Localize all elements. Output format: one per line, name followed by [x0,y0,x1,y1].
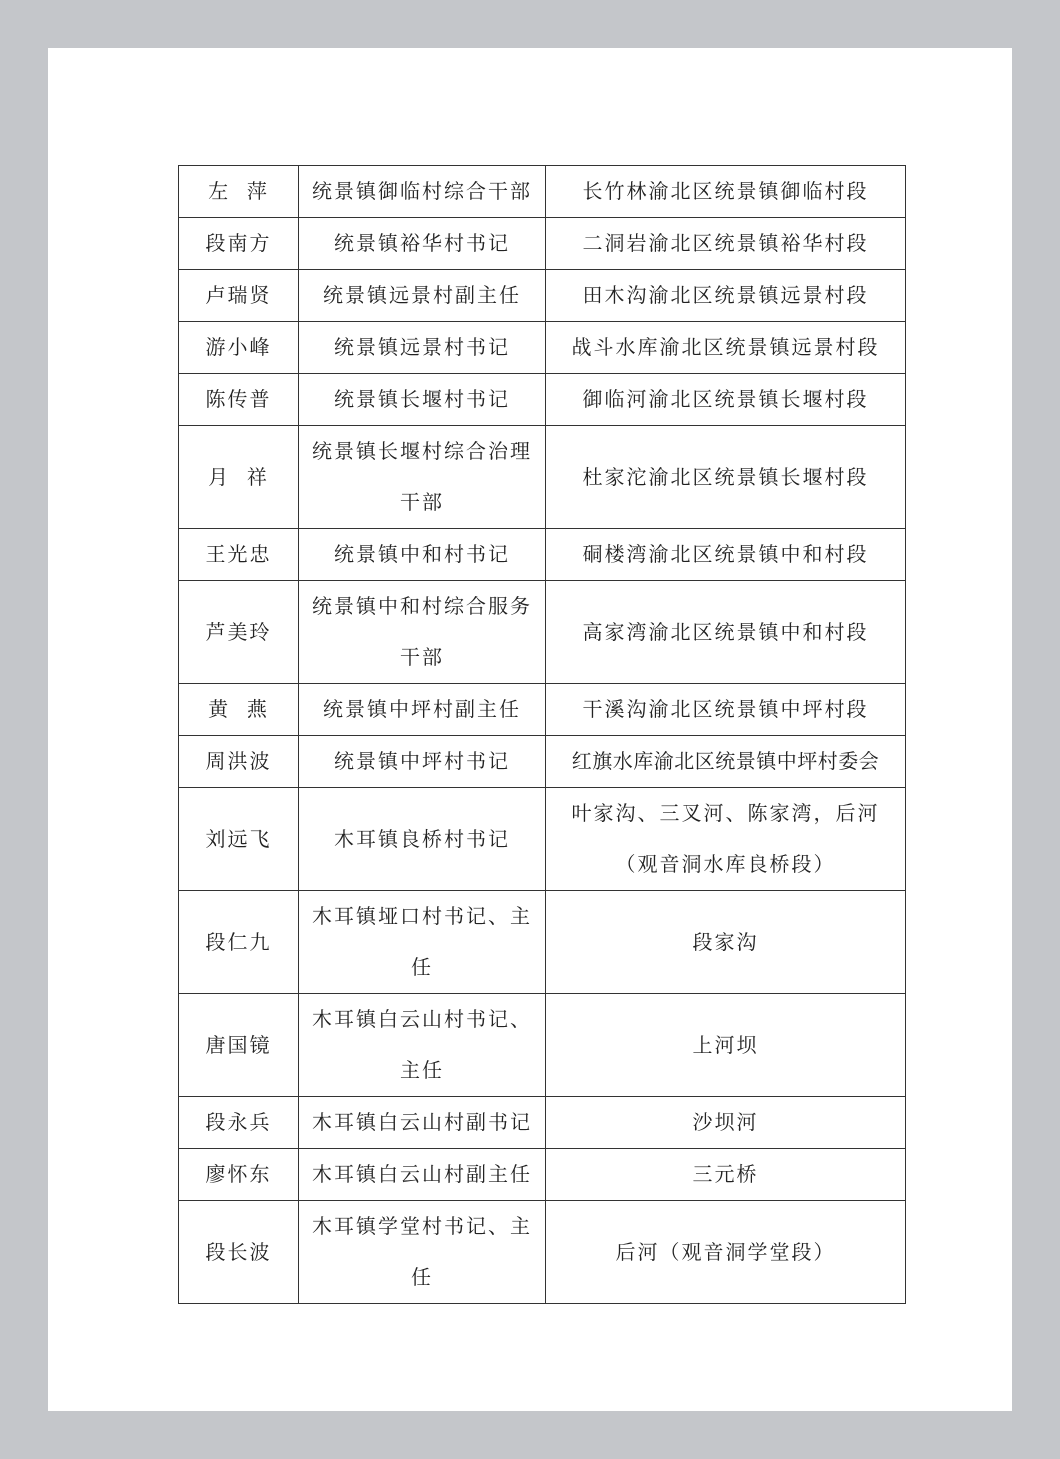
document-page [48,48,1012,1411]
name-cell: 段南方 [179,218,299,270]
name-cell: 段永兵 [179,1097,299,1149]
position-cell: 统景镇中和村综合服务干部 [299,581,546,684]
table-row [179,166,906,218]
position-cell: 木耳镇垭口村书记、主任 [299,891,546,994]
name-cell: 黄 燕 [179,684,299,736]
position-cell: 统景镇远景村副主任 [299,270,546,322]
table-row [179,1201,906,1304]
section-cell: 干溪沟渝北区统景镇中坪村段 [546,684,906,736]
table-row [179,684,906,736]
name-cell: 游小峰 [179,322,299,374]
table-row [179,374,906,426]
position-cell: 木耳镇白云山村副书记 [299,1097,546,1149]
position-cell: 统景镇中坪村副主任 [299,684,546,736]
section-cell: 高家湾渝北区统景镇中和村段 [546,581,906,684]
name-cell: 唐国镜 [179,994,299,1097]
name-cell: 左 萍 [179,166,299,218]
position-cell: 木耳镇白云山村副主任 [299,1149,546,1201]
table-row [179,1149,906,1201]
name-cell: 陈传普 [179,374,299,426]
section-cell: 叶家沟、三叉河、陈家湾，后河（观音洞水库良桥段） [546,788,906,891]
position-cell: 木耳镇白云山村书记、主任 [299,994,546,1097]
section-cell: 杜家沱渝北区统景镇长堰村段 [546,426,906,529]
section-cell: 硐楼湾渝北区统景镇中和村段 [546,529,906,581]
name-cell: 段长波 [179,1201,299,1304]
section-cell: 二洞岩渝北区统景镇裕华村段 [546,218,906,270]
name-cell: 月 祥 [179,426,299,529]
position-cell: 木耳镇良桥村书记 [299,788,546,891]
name-cell: 段仁九 [179,891,299,994]
section-cell: 战斗水库渝北区统景镇远景村段 [546,322,906,374]
table-row [179,788,906,891]
name-cell: 刘远飞 [179,788,299,891]
name-cell: 卢瑞贤 [179,270,299,322]
position-cell: 统景镇长堰村书记 [299,374,546,426]
table-row [179,529,906,581]
section-cell: 红旗水库渝北区统景镇中坪村委会 [546,736,906,788]
table-row [179,218,906,270]
section-cell: 田木沟渝北区统景镇远景村段 [546,270,906,322]
position-cell: 统景镇中和村书记 [299,529,546,581]
section-cell: 御临河渝北区统景镇长堰村段 [546,374,906,426]
section-cell: 后河（观音洞学堂段） [546,1201,906,1304]
name-cell: 王光忠 [179,529,299,581]
section-cell: 沙坝河 [546,1097,906,1149]
table-row [179,426,906,529]
position-cell: 统景镇御临村综合干部 [299,166,546,218]
section-cell: 三元桥 [546,1149,906,1201]
table-row [179,1097,906,1149]
position-cell: 木耳镇学堂村书记、主任 [299,1201,546,1304]
table-row [179,322,906,374]
name-cell: 周洪波 [179,736,299,788]
table-row [179,581,906,684]
table-row [179,270,906,322]
position-cell: 统景镇远景村书记 [299,322,546,374]
section-cell: 段家沟 [546,891,906,994]
section-cell: 上河坝 [546,994,906,1097]
name-cell: 廖怀东 [179,1149,299,1201]
position-cell: 统景镇裕华村书记 [299,218,546,270]
river-chief-table [178,165,906,1304]
position-cell: 统景镇长堰村综合治理干部 [299,426,546,529]
position-cell: 统景镇中坪村书记 [299,736,546,788]
table-row [179,891,906,994]
table-row [179,736,906,788]
name-cell: 芦美玲 [179,581,299,684]
section-cell: 长竹林渝北区统景镇御临村段 [546,166,906,218]
table-row [179,994,906,1097]
